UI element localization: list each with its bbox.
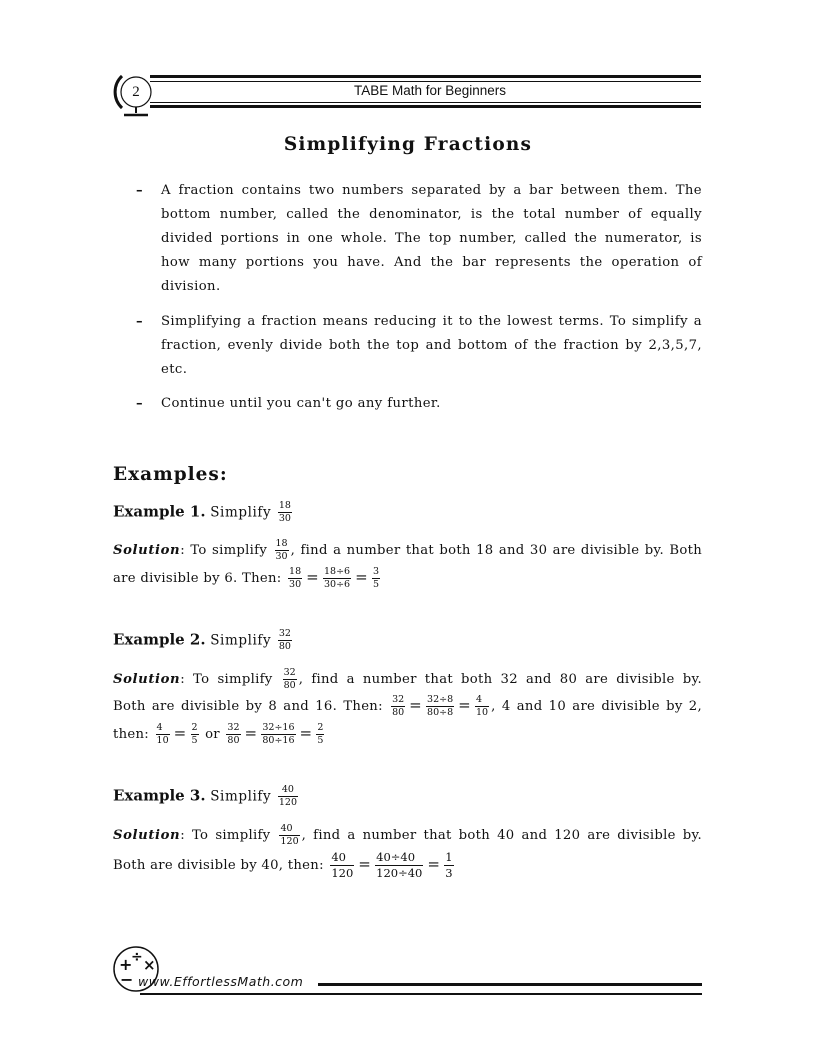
simplify-word: Simplify <box>210 632 272 649</box>
example-heading <box>113 500 294 525</box>
fraction: $\frac{2}{5}$ <box>191 722 198 746</box>
fraction: $\frac{18}{30}$ <box>289 566 302 590</box>
fraction: $\frac{18\div 6}{30\div 6}$ <box>324 566 351 590</box>
fraction: $\frac{18}{30}$ <box>278 500 291 524</box>
solution-label: Solution <box>113 672 181 687</box>
footer-rule <box>140 993 702 995</box>
fraction: $\frac{32\div 16}{80\div 16}$ <box>262 722 295 746</box>
simplify-word: Simplify <box>210 788 272 805</box>
bullet-item <box>136 392 702 416</box>
bullet-dash: – <box>136 314 143 329</box>
solution-label: Solution <box>113 543 181 558</box>
solution-line: Solution: To simplify $\frac{40}{120}$ , find a number that both 40 and 120 are divisible by. <box>113 823 702 847</box>
footer-url[interactable]: www.EffortlessMath.com <box>138 974 304 989</box>
fraction: $\frac{3}{5}$ <box>372 566 380 590</box>
logo-plus: + <box>119 955 133 974</box>
page-title: Simplifying Fractions <box>283 134 533 155</box>
bullet-item <box>136 179 702 299</box>
solution-line: then: $\frac{4}{10}$ = $\frac{2}{5}$ or $\frac{32}{80}$ = $\frac{32\div 16}{80\div 16}$ = $\frac{2}{5}$ <box>113 722 324 746</box>
bullet-dash: – <box>136 183 143 198</box>
fraction: $\frac{4}{10}$ <box>156 722 169 746</box>
solution-line: Solution: To simplify $\frac{18}{30}$ , find a number that both 18 and 30 are divisible by. Both <box>113 538 702 562</box>
bullet-text: Simplifying a fraction means reducing it to the lowest terms. To simplify a fraction, evenly divide both the top and bottom of the fraction by 2,3,5,7, etc. <box>161 314 702 377</box>
example-label: Example 2. <box>113 630 206 649</box>
fraction: $\frac{2}{5}$ <box>317 722 324 746</box>
fraction: $\frac{32}{80}$ <box>392 694 405 718</box>
page-number: 2 <box>132 84 140 100</box>
fraction: $\frac{32}{80}$ <box>283 667 296 691</box>
or-word: or <box>205 727 220 742</box>
solution-line: are divisible by 6. Then: $\frac{18}{30}$ = $\frac{18\div 6}{30\div 6}$ = $\frac{3}{5}$ <box>113 566 380 590</box>
example-heading <box>113 628 294 653</box>
fraction: $\frac{4}{10}$ <box>476 694 489 718</box>
solution-line: Both are divisible by 8 and 16. Then: $\frac{32}{80}$ = $\frac{32\div 8}{80\div 8}$ = $\frac{4}{10}$ , 4 and 10 are divisible by 2, <box>113 694 702 718</box>
logo-divide: ÷ <box>131 949 143 965</box>
fraction: $\frac{40\div 40}{120\div 40}$ <box>376 850 423 880</box>
book-title: TABE Math for Beginners <box>353 83 507 98</box>
fraction: $\frac{18}{30}$ <box>275 538 288 562</box>
simplify-word: Simplify <box>210 504 272 521</box>
bullet-item <box>136 310 702 382</box>
bullet-text: A fraction contains two numbers separated by a bar between them. The bottom number, called the denominator, is the total number of equally divided portions in one whole. The top number, called the numerator, is how many portions you have. And the bar represents the operation of division. <box>161 183 702 294</box>
footer-rule <box>318 983 702 986</box>
bullet-text: Continue until you can't go any further. <box>161 396 441 411</box>
fraction: $\frac{32}{80}$ <box>278 628 291 652</box>
logo-times: × <box>143 956 156 974</box>
fraction: $\frac{32}{80}$ <box>227 722 240 746</box>
fraction: $\frac{32\div 8}{80\div 8}$ <box>427 694 454 718</box>
solution-line: Both are divisible by 40, then: $\frac{40}{120}$ = $\frac{40\div 40}{120\div 40}$ = $\frac{1}{3}$ <box>113 850 453 880</box>
example-heading <box>113 784 300 809</box>
solution-line: Solution: To simplify $\frac{32}{80}$ , find a number that both 32 and 80 are divisible by. <box>113 667 702 691</box>
fraction: $\frac{40}{120}$ <box>278 784 298 808</box>
fraction: $\frac{40}{120}$ <box>331 850 354 880</box>
example-label: Example 1. <box>113 502 206 521</box>
examples-heading: Examples: <box>113 464 228 485</box>
example-label: Example 3. <box>113 786 206 805</box>
fraction: $\frac{1}{3}$ <box>445 850 453 880</box>
solution-label: Solution <box>113 828 181 843</box>
fraction: $\frac{40}{120}$ <box>280 823 299 847</box>
logo-minus: − <box>120 970 134 989</box>
bullet-dash: – <box>136 396 143 411</box>
